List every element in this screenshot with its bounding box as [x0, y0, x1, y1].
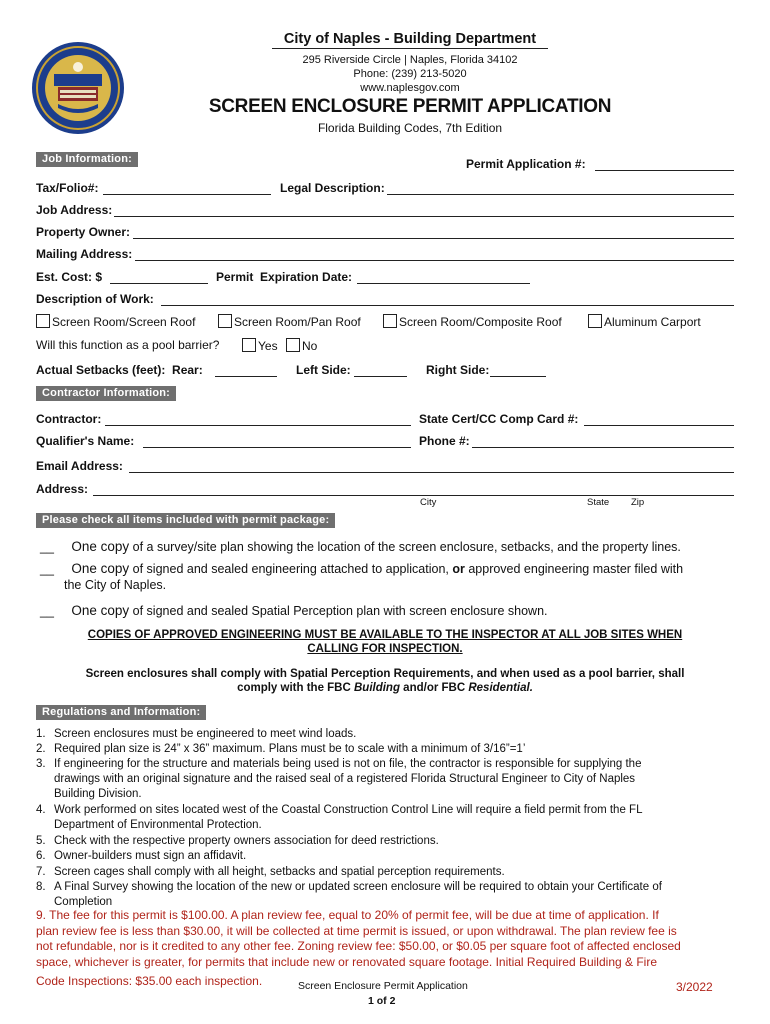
expiration-date-label: Permit Expiration Date:	[216, 270, 353, 284]
property-owner-field[interactable]	[133, 238, 734, 239]
item-lead: One copy	[71, 561, 130, 576]
regulation-item: 1. Screen enclosures must be engineered to meet wind loads.	[36, 728, 357, 740]
city-seal-logo	[30, 40, 126, 136]
permit-number-label: Permit Application #:	[466, 157, 586, 171]
email-address-label: Email Address:	[36, 459, 123, 473]
package-item-engineering-line2: the City of Naples.	[64, 578, 167, 592]
fee-line: plan review fee is less than $30.00, it will be collected at time permit is issued, or upon withdrawal. The plan review fee is	[36, 923, 677, 938]
option-screen-room-screen-roof[interactable]	[36, 314, 195, 329]
mailing-address-field[interactable]	[135, 260, 734, 261]
setbacks-rear-label: Actual Setbacks (feet): Rear:	[36, 363, 203, 377]
form-subtitle: Florida Building Codes, 7th Edition	[317, 121, 503, 135]
setback-left-label: Left Side:	[296, 363, 351, 377]
item-text: of a survey/site plan showing the location of the screen enclosure, setbacks, and the property lines.	[129, 540, 681, 554]
engineering-notice	[36, 628, 734, 656]
est-cost-label: Est. Cost: $	[36, 270, 103, 284]
qualifier-name-label: Qualifier's Name:	[36, 434, 135, 448]
option-label: Screen Room/Screen Roof	[52, 315, 196, 329]
option-screen-room-pan-roof[interactable]	[218, 314, 361, 329]
state-cert-field[interactable]	[584, 425, 734, 426]
city-caption: City	[420, 497, 437, 508]
package-item-survey	[40, 539, 681, 554]
contractor-address-field[interactable]	[93, 495, 734, 496]
package-item-spatial	[40, 603, 548, 618]
job-address-label: Job Address:	[36, 203, 113, 217]
item-text: of signed and sealed engineering attached to application,	[129, 562, 453, 576]
regulation-item: 7. Screen cages shall comply with all height, setbacks and spatial perception requirements.	[36, 866, 505, 878]
checkbox-pan-roof[interactable]	[218, 314, 232, 328]
section-contractor-information: Contractor Information:	[36, 386, 176, 401]
option-label: Aluminum Carport	[604, 315, 701, 329]
legal-description-field[interactable]	[387, 194, 734, 195]
checklist-blank[interactable]: __	[40, 604, 54, 618]
mailing-address-label: Mailing Address:	[36, 247, 133, 261]
zip-caption: Zip	[631, 497, 645, 508]
checkbox-aluminum-carport[interactable]	[588, 314, 602, 328]
package-item-engineering	[40, 561, 683, 576]
checkbox-composite-roof[interactable]	[383, 314, 397, 328]
setback-rear-field[interactable]	[215, 376, 277, 377]
checklist-blank[interactable]: __	[40, 562, 54, 576]
checkbox-yes[interactable]	[242, 338, 256, 352]
description-of-work-label: Description of Work:	[36, 292, 154, 306]
option-screen-room-composite-roof[interactable]	[383, 314, 562, 329]
pool-barrier-yes[interactable]	[242, 338, 278, 353]
section-job-information: Job Information:	[36, 152, 138, 167]
job-address-field[interactable]	[114, 216, 734, 217]
regulation-item-cont: drawings with an original signature and the raised seal of a registered Florida Structural Engineer to City of Naples	[54, 773, 636, 785]
regulation-item-cont: Department of Environmental Protection.	[54, 819, 262, 831]
comply-line-1: Screen enclosures shall comply with Spatial Perception Requirements, and when used as a pool barrier, shall	[85, 668, 685, 680]
regulation-item: 4. Work performed on sites located west of the Coastal Construction Control Line will require a field permit from the FL	[36, 804, 643, 816]
section-permit-package: Please check all items included with permit package:	[36, 513, 335, 528]
regulation-item: 6. Owner-builders must sign an affidavit.	[36, 850, 247, 862]
no-label: No	[302, 339, 318, 353]
option-aluminum-carport[interactable]	[588, 314, 701, 329]
item-or: or	[452, 562, 465, 576]
form-title: SCREEN ENCLOSURE PERMIT APPLICATION	[208, 96, 612, 117]
option-label: Screen Room/Composite Roof	[399, 315, 562, 329]
fee-line: 9. The fee for this permit is $100.00. A plan review fee, equal to 20% of permit fee, will be due at time of application. If	[36, 908, 659, 922]
legal-description-label: Legal Description:	[280, 181, 385, 195]
item-lead: One copy	[71, 539, 130, 554]
footer-page-number: 1 of 2	[368, 995, 396, 1007]
est-cost-field[interactable]	[110, 283, 208, 284]
fee-information	[36, 908, 736, 970]
pool-barrier-question: Will this function as a pool barrier?	[36, 338, 220, 352]
contractor-phone-field[interactable]	[472, 447, 734, 448]
fee-inspection-line: Code Inspections: $35.00 each inspection.	[36, 974, 263, 988]
setback-right-field[interactable]	[490, 376, 546, 377]
description-of-work-field[interactable]	[161, 305, 734, 306]
checklist-blank[interactable]: __	[40, 540, 54, 554]
option-label: Screen Room/Pan Roof	[234, 315, 361, 329]
department-phone: Phone: (239) 213-5020	[353, 68, 467, 80]
checkbox-no[interactable]	[286, 338, 300, 352]
fee-line: space, whichever is greater, for permits that include new or renovated square footage. Initial Required Building & Fire	[36, 954, 657, 969]
comply-statement	[36, 667, 734, 695]
item-text: of signed and sealed Spatial Perception plan with screen enclosure shown.	[129, 604, 548, 618]
regulation-item: 2. Required plan size is 24” x 36” maximum. Plans must be to scale with a minimum of 3/16”=1’	[36, 743, 526, 755]
item-lead: One copy	[71, 603, 130, 618]
regulation-item-cont: Completion	[54, 896, 113, 908]
checkbox-screen-roof[interactable]	[36, 314, 50, 328]
item-text-b: approved engineering master filed with	[464, 562, 684, 576]
section-regulations: Regulations and Information:	[36, 705, 206, 720]
state-cert-label: State Cert/CC Comp Card #:	[419, 412, 579, 426]
property-owner-label: Property Owner:	[36, 225, 131, 239]
regulation-item: 8. A Final Survey showing the location of the new or updated screen enclosure will be required to obtain your Certificate of	[36, 881, 662, 893]
email-address-field[interactable]	[129, 472, 734, 473]
qualifier-name-field[interactable]	[143, 447, 411, 448]
department-website: www.naplesgov.com	[360, 82, 460, 94]
department-address: 295 Riverside Circle | Naples, Florida 34102	[302, 54, 518, 66]
fee-line: not refundable, nor is it credited to any other fee. Zoning review fee: $50.00, or $0.05 per square foot of affected enclosed	[36, 939, 681, 953]
regulation-item: 5. Check with the respective property owners association for deed restrictions.	[36, 835, 439, 847]
contractor-field[interactable]	[105, 425, 411, 426]
permit-number-field[interactable]	[595, 170, 734, 171]
setback-right-label: Right Side:	[426, 363, 490, 377]
tax-folio-field[interactable]	[103, 194, 271, 195]
regulation-item: 3. If engineering for the structure and materials being used is not on file, the contractor is responsible for supplying the	[36, 758, 642, 770]
footer-form-name: Screen Enclosure Permit Application	[298, 980, 468, 992]
regulation-item-cont: Building Division.	[54, 788, 142, 800]
department-name: City of Naples - Building Department	[283, 31, 537, 47]
contractor-label: Contractor:	[36, 412, 102, 426]
contractor-phone-label: Phone #:	[419, 434, 470, 448]
setback-left-field[interactable]	[354, 376, 407, 377]
yes-label: Yes	[258, 339, 278, 353]
contractor-address-label: Address:	[36, 482, 89, 496]
comply-line-2: comply with the FBC Building and/or FBC Residential.	[237, 682, 533, 694]
expiration-date-field[interactable]	[357, 283, 530, 284]
state-caption: State	[587, 497, 610, 508]
tax-folio-label: Tax/Folio#:	[36, 181, 99, 195]
pool-barrier-no[interactable]	[286, 338, 317, 353]
footer-date: 3/2022	[676, 980, 713, 994]
notice-line-1: COPIES OF APPROVED ENGINEERING MUST BE AVAILABLE TO THE INSPECTOR AT ALL JOB SITES WHEN	[87, 629, 683, 641]
department-underline	[272, 48, 548, 49]
notice-line-2: CALLING FOR INSPECTION.	[307, 643, 463, 655]
